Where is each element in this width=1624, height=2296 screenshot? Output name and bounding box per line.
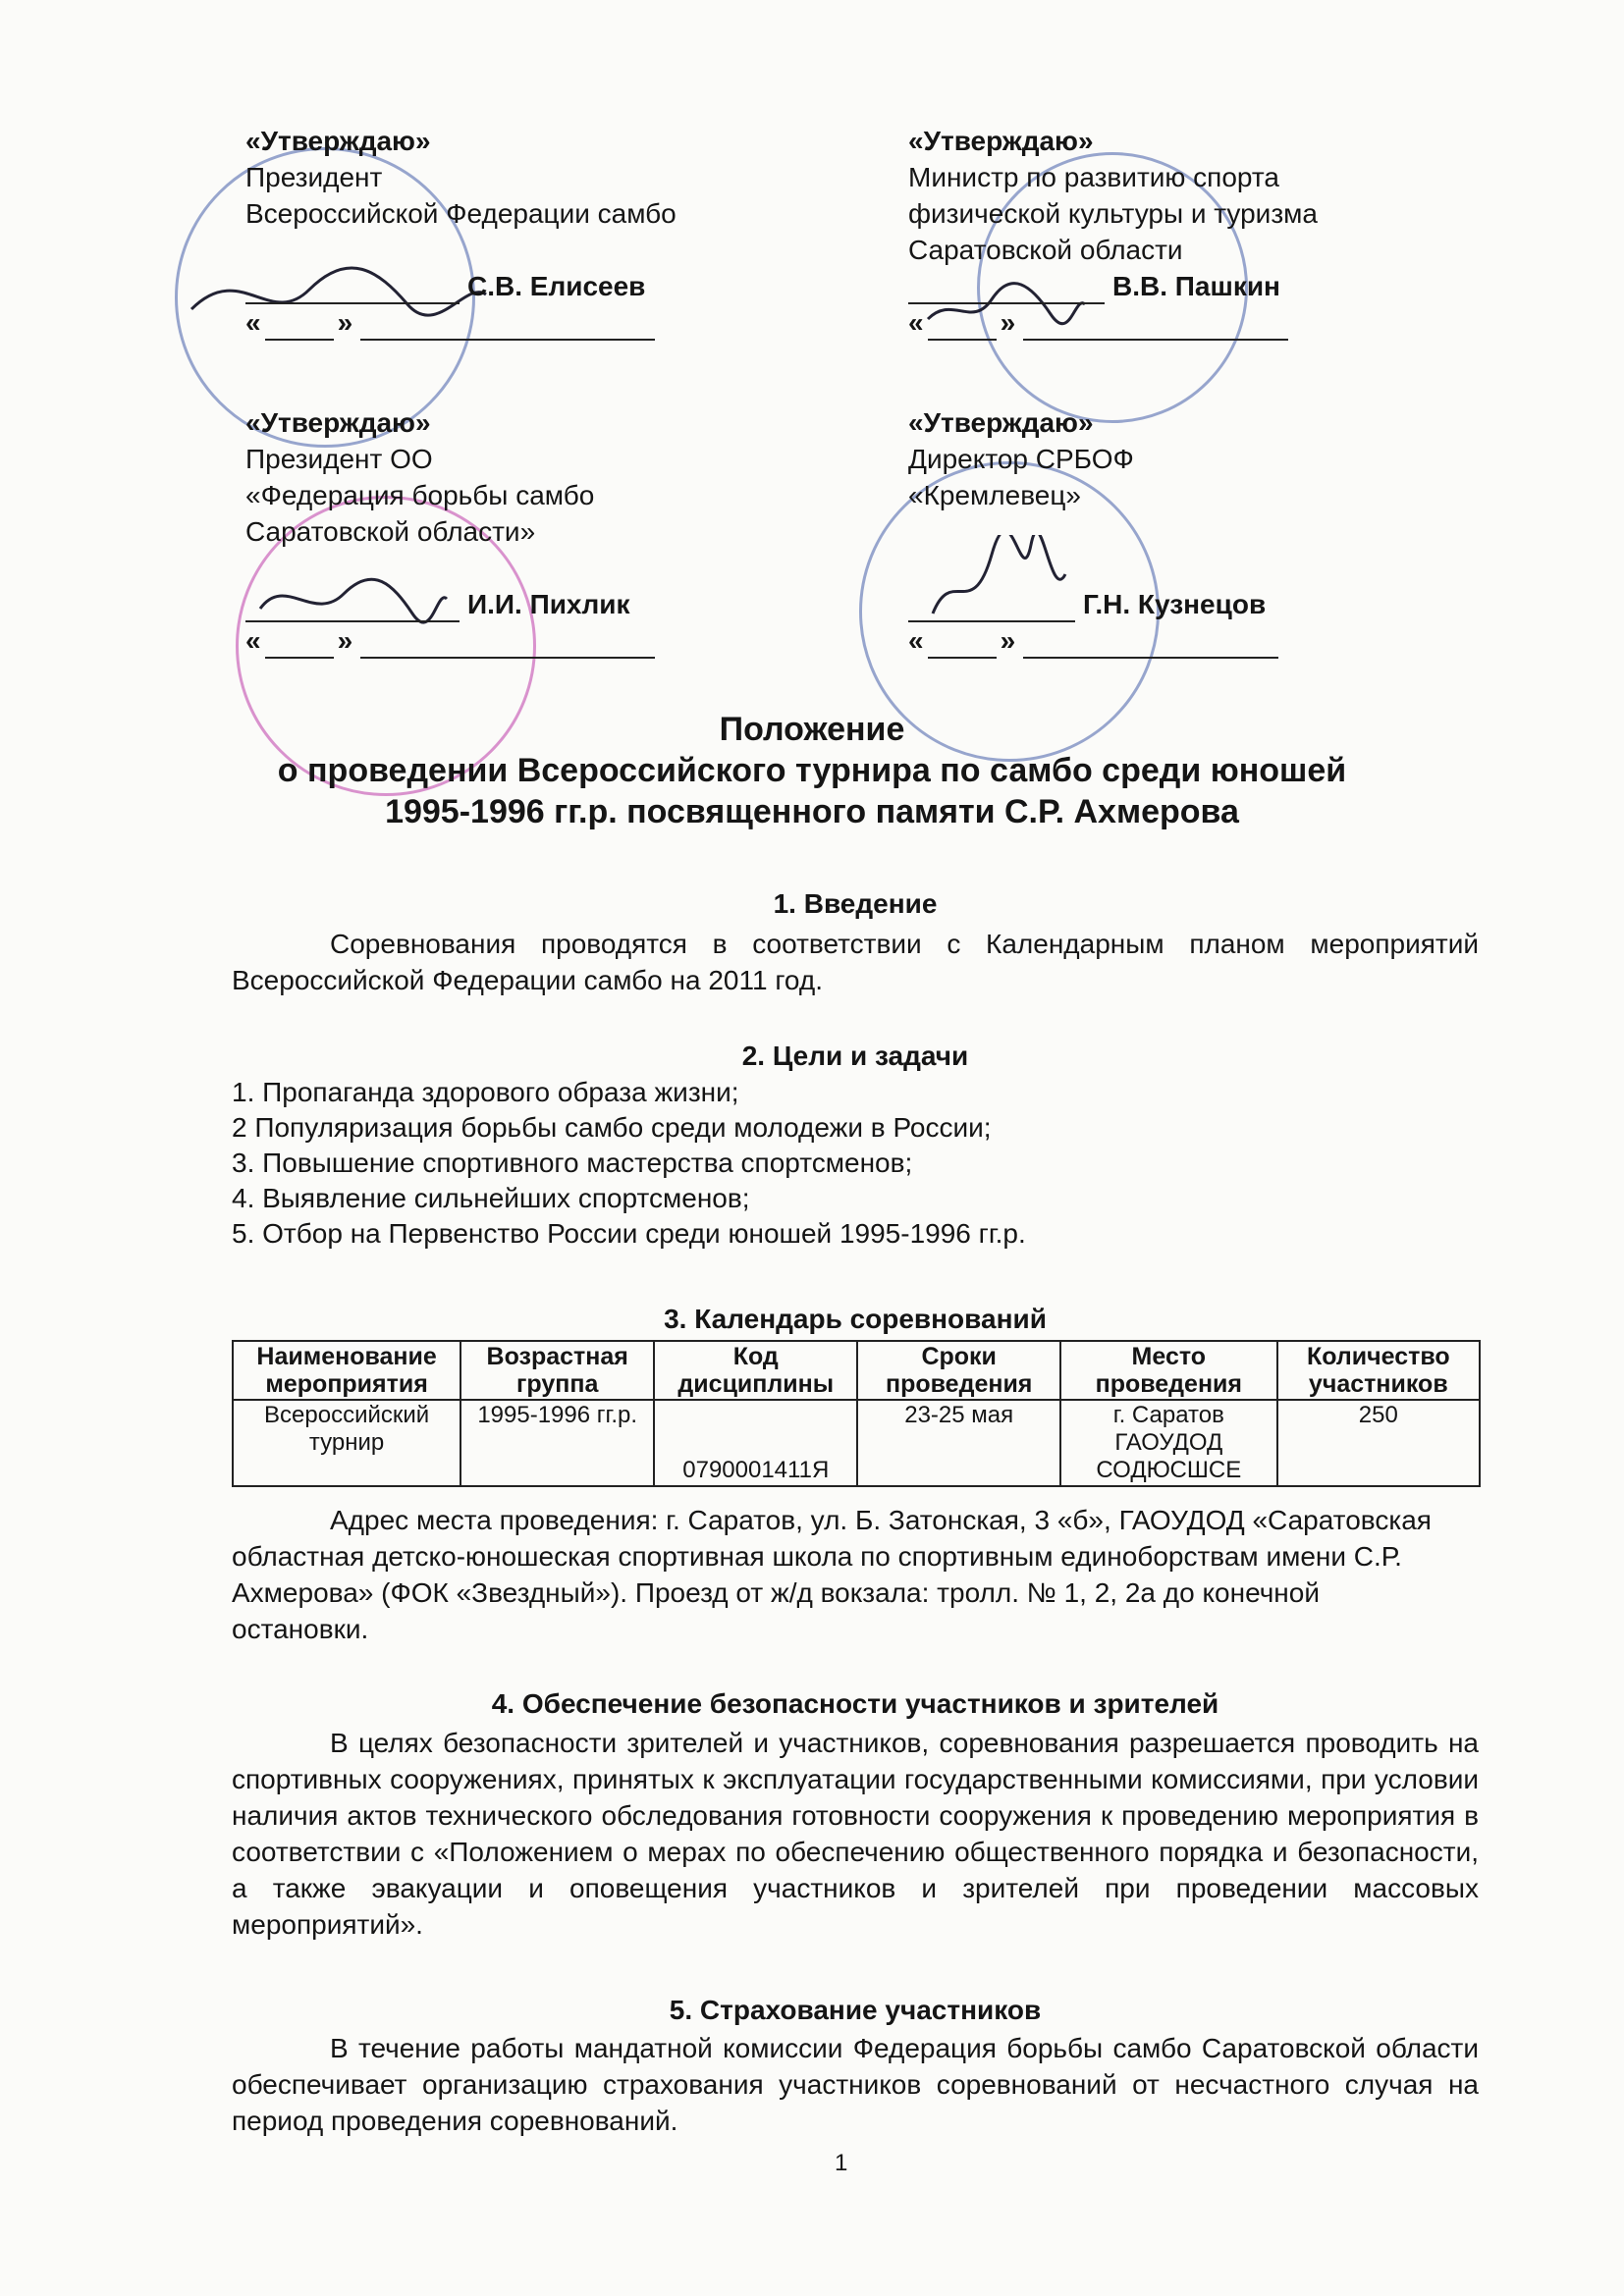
calendar-table <box>232 1340 1481 1487</box>
cell-code: 0790001411Я <box>654 1400 857 1486</box>
approver-name: И.И. Пихлик <box>467 589 630 619</box>
section-text-safety: В целях безопасности зрителей и участников, соревнования разрешается проводить на спортивных сооружениях, принятых к эксплуатации государственными комиссиями, при условии наличия актов технического обследования готовности сооружения к проведению мероприятия в соответствии с «Положением о мерах по обеспечению общественного порядка и безопасности, а также эвакуации и оповещения участников и зрителей при проведении массовых мероприятий». <box>232 1728 1479 1940</box>
approver-position: Всероссийской Федерации самбо <box>245 198 677 229</box>
list-item: 1. Пропаганда здорового образа жизни; <box>232 1077 739 1107</box>
list-item: 3. Повышение спортивного мастерства спортсменов; <box>232 1148 913 1178</box>
list-item: 5. Отбор на Первенство России среди юношей 1995-1996 гг.р. <box>232 1218 1026 1249</box>
column-header: Код дисциплины <box>654 1341 857 1400</box>
list-item: 2 Популяризация борьбы самбо среди молодежи в России; <box>232 1112 992 1143</box>
document-title: Положение о проведении Всероссийского турнира по самбо среди юношей 1995-1996 гг.р. посвященного памяти С.Р. Ахмерова <box>277 711 1347 830</box>
approver-position: Саратовской области» <box>245 516 536 547</box>
column-header: Место проведения <box>1060 1341 1277 1400</box>
approver-position: Саратовской области <box>908 235 1183 265</box>
approver-position: Президент <box>245 162 383 192</box>
date-line: « » <box>908 622 1278 659</box>
signature-line <box>908 586 1278 622</box>
table-row <box>233 1400 1480 1486</box>
column-header: Сроки проведения <box>857 1341 1060 1400</box>
approval-president-federation <box>245 123 677 341</box>
column-header: Количество участников <box>1277 1341 1480 1400</box>
section-heading-calendar: 3. Календарь соревнований <box>664 1304 1047 1334</box>
approver-name: В.В. Пашкин <box>1112 271 1280 301</box>
approver-position: физической культуры и туризма <box>908 198 1318 229</box>
date-line: « » <box>908 304 1318 341</box>
section-heading-intro: 1. Введение <box>773 888 938 919</box>
cell-place: г. Саратов ГАОУДОД СОДЮСШСЕ <box>1060 1400 1277 1486</box>
section-text-insurance: В течение работы мандатной комиссии Федерация борьбы самбо Саратовской области обеспечивает организацию страхования участников соревнований от несчастного случая на период проведения соревнований. <box>232 2033 1479 2136</box>
section-heading-insurance: 5. Страхование участников <box>669 1995 1042 2025</box>
list-item: 4. Выявление сильнейших спортсменов; <box>232 1183 750 1213</box>
cell-count: 250 <box>1277 1400 1480 1486</box>
signature-line <box>245 586 655 622</box>
signature-line <box>908 268 1318 304</box>
approver-position: Президент ОО <box>245 444 433 474</box>
section-heading-safety: 4. Обеспечение безопасности участников и зрителей <box>491 1688 1219 1719</box>
approver-name: Г.Н. Кузнецов <box>1083 589 1267 619</box>
cell-name: Всероссийский турнир <box>233 1400 460 1486</box>
approver-position: Директор СРБОФ <box>908 444 1134 474</box>
section-text-intro: Соревнования проводятся в соответствии с Календарным планом мероприятий Всероссийской Федерации самбо на 2011 год. <box>232 929 1479 995</box>
approval-minister <box>908 123 1318 341</box>
approve-label: «Утверждаю» <box>908 407 1094 438</box>
cell-age: 1995-1996 гг.р. <box>460 1400 654 1486</box>
approve-label: «Утверждаю» <box>245 126 431 156</box>
cell-dates: 23-25 мая <box>857 1400 1060 1486</box>
date-line: « » <box>245 622 655 659</box>
approval-director <box>908 404 1278 659</box>
approver-position: «Федерация борьбы самбо <box>245 480 595 510</box>
approver-name: С.В. Елисеев <box>467 271 646 301</box>
table-header-row <box>233 1341 1480 1400</box>
column-header: Возрастная группа <box>460 1341 654 1400</box>
approver-position: «Кремлевец» <box>908 480 1081 510</box>
approve-label: «Утверждаю» <box>245 407 431 438</box>
approve-label: «Утверждаю» <box>908 126 1094 156</box>
venue-address: Адрес места проведения: г. Саратов, ул. Б. Затонская, 3 «б», ГАОУДОД «Саратовская областная детско-юношеская спортивная школа по спортивным единоборствам имени С.Р. Ахмерова» (ФОК «Звездный»). Проезд от ж/д вокзала: тролл. № 1, 2, 2а до конечной остановки. <box>232 1505 1432 1644</box>
approver-position: Министр по развитию спорта <box>908 162 1279 192</box>
column-header: Наименование мероприятия <box>233 1341 460 1400</box>
page-number: 1 <box>835 2150 848 2176</box>
date-line: « » <box>245 304 677 341</box>
section-heading-goals: 2. Цели и задачи <box>741 1041 969 1071</box>
approval-president-oo <box>245 404 655 659</box>
goals-list <box>232 1075 1026 1252</box>
signature-line <box>245 268 677 304</box>
